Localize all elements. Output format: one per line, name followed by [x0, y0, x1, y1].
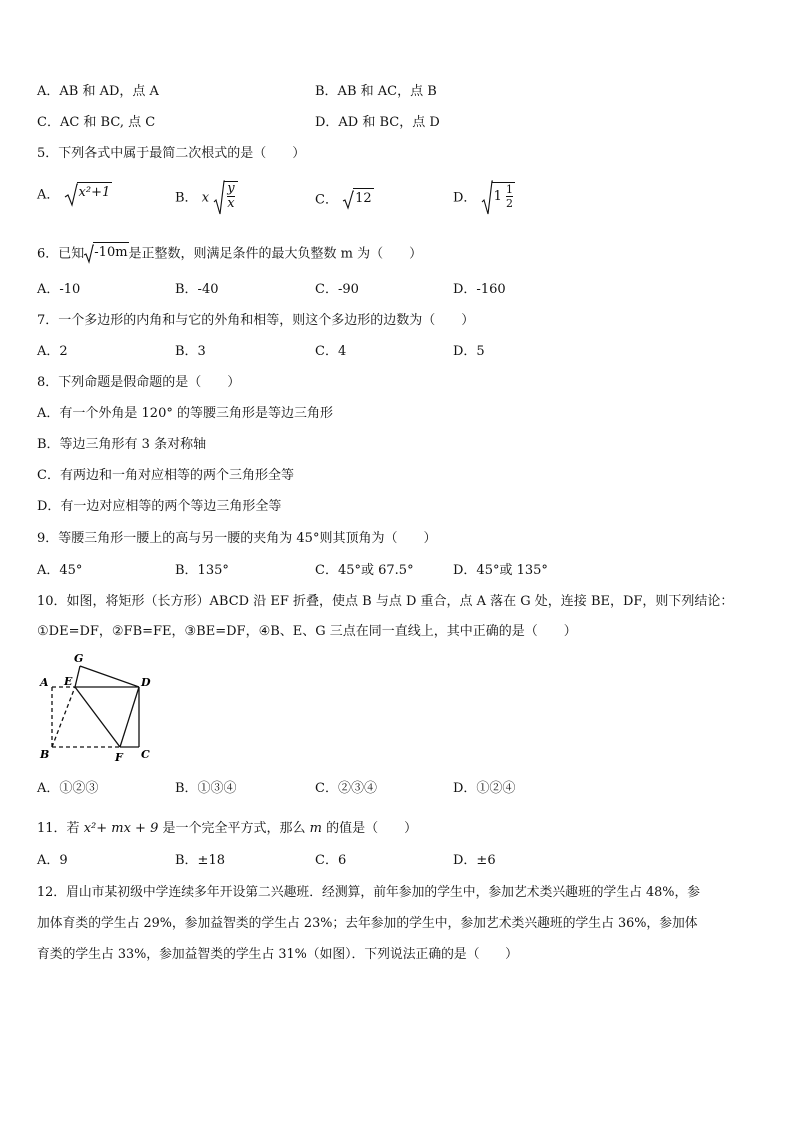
q11-stem-mid: 是一个完全平方式，那么 — [162, 821, 306, 836]
q5-option-b — [175, 180, 238, 216]
q7-option-a: A．2 — [37, 344, 68, 359]
q4-option-b: B．AB 和 AC，点 B — [315, 84, 437, 99]
q5-option-c-label: C． — [315, 192, 338, 208]
q10-option-b: B．①③④ — [175, 781, 237, 796]
q6-option-a: A．-10 — [37, 282, 81, 297]
q12-stem-line3: 育类的学生占 33%，参加益智类的学生占 31%（如图）．下列说法正确的是（ ） — [37, 947, 518, 962]
q6-option-c: C．-90 — [315, 282, 359, 297]
label-a: A — [40, 676, 49, 689]
q6-option-b: B．-40 — [175, 282, 219, 297]
q8-option-d: D．有一边对应相等的两个等边三角形全等 — [37, 499, 282, 514]
q10-option-a: A．①②③ — [37, 781, 99, 796]
q9-stem: 9．等腰三角形一腰上的高与另一腰的夹角为 45°则其顶角为（ ） — [37, 531, 437, 546]
q6-stem-post: 是正整数，则满足条件的最大负整数 m 为（ ） — [128, 246, 423, 262]
q5-d-denominator: 2 — [506, 197, 513, 210]
label-d: D — [141, 676, 151, 689]
segment-gd — [80, 666, 139, 687]
q8-stem: 8．下列命题是假命题的是（ ） — [37, 375, 241, 390]
q6-stem-pre: 6．已知 — [37, 246, 85, 262]
q9-option-c: C．45°或 67.5° — [315, 563, 414, 578]
label-b: B — [40, 748, 50, 761]
q5-option-d-label: D． — [453, 190, 477, 206]
q9-option-b: B．135° — [175, 563, 229, 578]
q5-b-denominator: x — [227, 196, 235, 211]
segment-be — [52, 687, 75, 747]
q7-option-d: D．5 — [453, 344, 485, 359]
q5-d-fraction — [506, 183, 513, 210]
q11-option-c: C．6 — [315, 853, 347, 868]
q8-option-c: C．有两边和一角对应相等的两个三角形全等 — [37, 468, 294, 483]
fold-line-ef — [75, 687, 120, 747]
label-c: C — [141, 748, 150, 761]
q6-option-d: D．-160 — [453, 282, 506, 297]
q8-option-a: A．有一个外角是 120° 的等腰三角形是等边三角形 — [37, 406, 333, 421]
q5-b-coef: x — [201, 190, 210, 206]
q11-option-a: A．9 — [37, 853, 68, 868]
q6-radicand: -10m — [93, 242, 128, 262]
q7-stem: 7．一个多边形的内角和与它的外角和相等，则这个多边形的边数为（ ） — [37, 313, 475, 328]
q12-stem-line2: 加体育类的学生占 29%，参加益智类的学生占 23%；去年参加的学生中，参加艺术类兴趣班的学生占 36%，参加体 — [37, 916, 698, 931]
q4-option-a: A．AB 和 AD，点 A — [37, 84, 159, 99]
label-f: F — [115, 751, 123, 764]
q11-stem-pre: 11．若 — [37, 821, 80, 836]
q5-b-numerator: y — [227, 181, 235, 196]
q9-option-a: A．45° — [37, 563, 83, 578]
segment-fd — [120, 687, 139, 747]
q5-option-a — [37, 183, 112, 207]
q11-stem-post: 的值是（ ） — [326, 821, 418, 836]
q10-option-c: C．②③④ — [315, 781, 377, 796]
q5-option-c — [315, 190, 374, 210]
q10-stem-line2: ①DE=DF，②FB=FE，③BE=DF，④B、E、G 三点在同一直线上，其中正确的是（ ） — [37, 624, 577, 639]
q5-option-b-label: B． — [175, 190, 198, 206]
q5-d-radicand — [492, 182, 515, 210]
q4-option-d: D．AD 和 BC，点 D — [315, 115, 440, 130]
q5-stem: 5．下列各式中属于最简二次根式的是（ ） — [37, 146, 306, 161]
q11-variable: m — [309, 821, 322, 836]
q12-stem-line1: 12．眉山市某初级中学连续多年开设第二兴趣班．经测算，前年参加的学生中，参加艺术类兴趣班的学生占 48%，参 — [37, 885, 701, 900]
q11-option-b: B．±18 — [175, 853, 225, 868]
label-g: G — [74, 652, 84, 665]
q7-option-c: C．4 — [315, 344, 347, 359]
q11-expression: x²+ mx + 9 — [83, 821, 159, 836]
q5-d-numerator: 1 — [506, 183, 513, 196]
q5-c-radicand: 12 — [353, 188, 374, 208]
q10-figure — [35, 652, 165, 766]
sqrt-icon — [64, 183, 78, 207]
q11-option-d: D．±6 — [453, 853, 496, 868]
q6-stem — [37, 244, 422, 264]
q5-a-radicand: x²+1 — [77, 182, 113, 202]
q5-option-a-label: A． — [37, 187, 60, 203]
q4-option-c: C．AC 和 BC, 点 C — [37, 115, 156, 130]
q5-b-fraction — [224, 181, 237, 211]
q10-option-d: D．①②④ — [453, 781, 516, 796]
label-e: E — [64, 675, 73, 688]
q11-stem — [37, 820, 417, 838]
segment-eg — [75, 666, 80, 687]
q5-option-d — [453, 180, 515, 216]
q5-d-whole: 1 — [493, 188, 502, 204]
q10-stem-line1: 10．如图，将矩形（长方形）ABCD 沿 EF 折叠，使点 B 与点 D 重合，点 A 落在 G 处，连接 BE，DF，则下列结论： — [37, 594, 734, 609]
q9-option-d: D．45°或 135° — [453, 563, 548, 578]
q8-option-b: B．等边三角形有 3 条对称轴 — [37, 437, 207, 452]
q7-option-b: B．3 — [175, 344, 206, 359]
